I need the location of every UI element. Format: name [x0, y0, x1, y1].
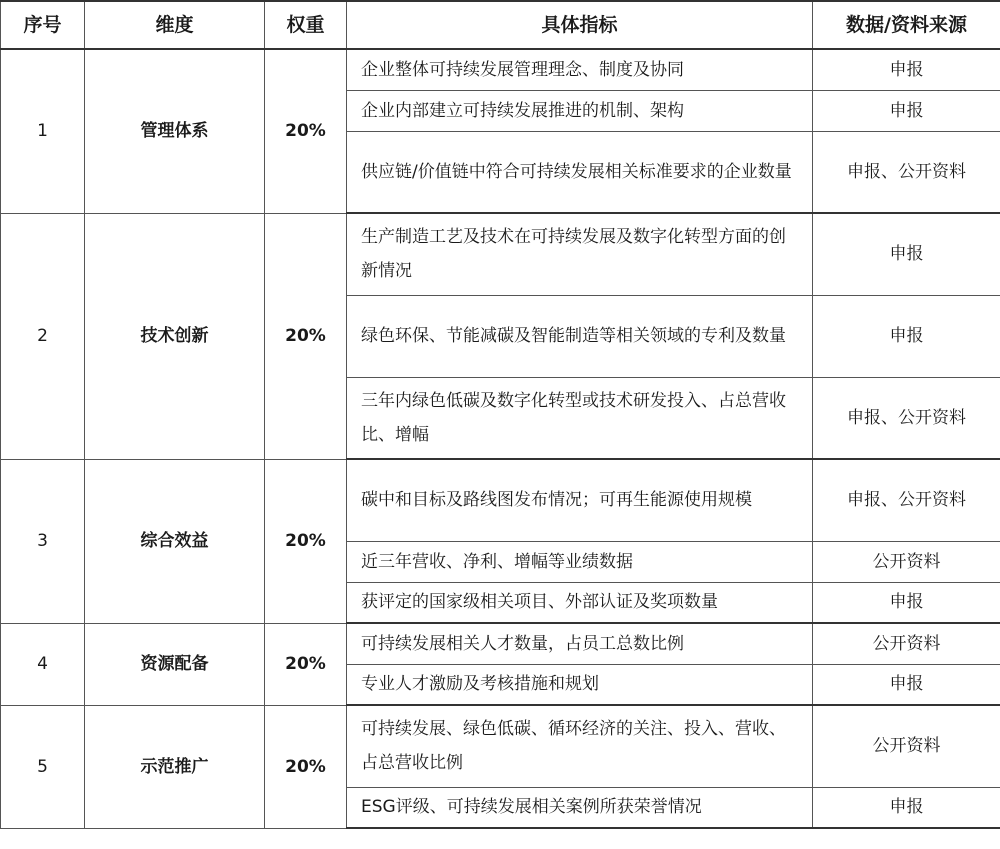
source-cell: 申报: [813, 295, 1000, 377]
source-cell: 申报: [813, 664, 1000, 705]
source-cell: 申报: [813, 49, 1000, 90]
source-cell: 公开资料: [813, 623, 1000, 664]
group-weight: 20%: [265, 705, 347, 828]
indicator-cell: 供应链/价值链中符合可持续发展相关标准要求的企业数量: [347, 131, 813, 213]
table-row: [1, 623, 1000, 664]
source-cell: 申报: [813, 582, 1000, 623]
source-cell: 公开资料: [813, 541, 1000, 582]
table-header-row: [1, 1, 1000, 49]
group-index: 5: [1, 705, 85, 828]
source-cell: 申报: [813, 213, 1000, 295]
indicator-cell: 可持续发展相关人才数量，占员工总数比例: [347, 623, 813, 664]
header-indicator: 具体指标: [347, 1, 813, 49]
group-weight: 20%: [265, 213, 347, 459]
group-dimension: 管理体系: [85, 49, 265, 213]
source-cell: 公开资料: [813, 705, 1000, 787]
group-index: 1: [1, 49, 85, 213]
indicator-cell: 生产制造工艺及技术在可持续发展及数字化转型方面的创新情况: [347, 213, 813, 295]
indicator-cell: ESG评级、可持续发展相关案例所获荣誉情况: [347, 787, 813, 828]
source-cell: 申报、公开资料: [813, 131, 1000, 213]
group-index: 4: [1, 623, 85, 705]
group-weight: 20%: [265, 49, 347, 213]
table-row: [1, 705, 1000, 787]
header-dimension: 维度: [85, 1, 265, 49]
indicator-cell: 获评定的国家级相关项目、外部认证及奖项数量: [347, 582, 813, 623]
indicator-cell: 碳中和目标及路线图发布情况；可再生能源使用规模: [347, 459, 813, 541]
group-dimension: 综合效益: [85, 459, 265, 623]
table-row: [1, 49, 1000, 90]
source-cell: 申报、公开资料: [813, 459, 1000, 541]
group-dimension: 技术创新: [85, 213, 265, 459]
header-weight: 权重: [265, 1, 347, 49]
indicator-cell: 近三年营收、净利、增幅等业绩数据: [347, 541, 813, 582]
indicator-cell: 可持续发展、绿色低碳、循环经济的关注、投入、营收、占总营收比例: [347, 705, 813, 787]
source-cell: 申报、公开资料: [813, 377, 1000, 459]
source-cell: 申报: [813, 787, 1000, 828]
group-index: 3: [1, 459, 85, 623]
group-weight: 20%: [265, 623, 347, 705]
indicator-cell: 绿色环保、节能减碳及智能制造等相关领域的专利及数量: [347, 295, 813, 377]
indicator-cell: 三年内绿色低碳及数字化转型或技术研发投入、占总营收比、增幅: [347, 377, 813, 459]
group-weight: 20%: [265, 459, 347, 623]
indicator-cell: 专业人才激励及考核措施和规划: [347, 664, 813, 705]
table-row: [1, 459, 1000, 541]
header-source: 数据/资料来源: [813, 1, 1000, 49]
group-dimension: 资源配备: [85, 623, 265, 705]
table-row: [1, 213, 1000, 295]
indicator-cell: 企业整体可持续发展管理理念、制度及协同: [347, 49, 813, 90]
group-dimension: 示范推广: [85, 705, 265, 828]
group-index: 2: [1, 213, 85, 459]
indicator-cell: 企业内部建立可持续发展推进的机制、架构: [347, 90, 813, 131]
source-cell: 申报: [813, 90, 1000, 131]
header-index: 序号: [1, 1, 85, 49]
